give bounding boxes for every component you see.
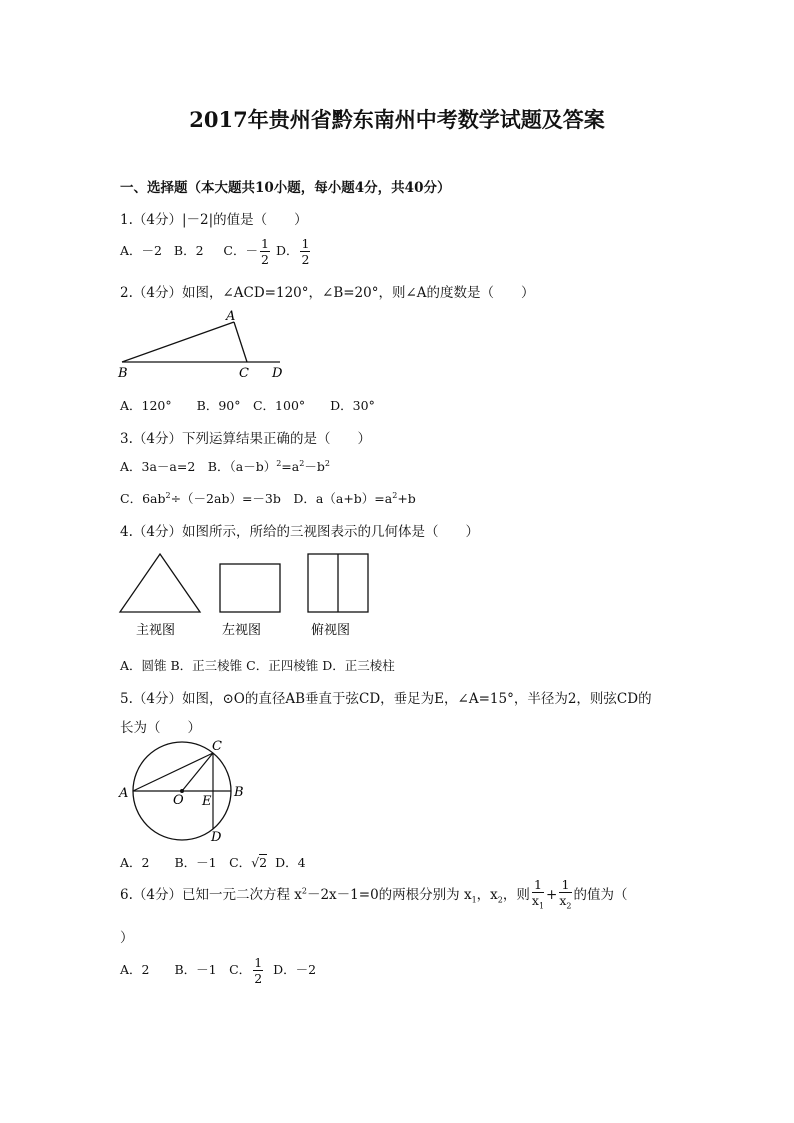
question-4-options: A．圆锥 B．正三棱锥 C．正四棱锥 D．正三棱柱 bbox=[120, 658, 395, 673]
question-3-options-ab: A．3a－a=2 B．$(a-b)^2=a^2-b^2$ bbox=[120, 458, 330, 474]
option-d-label: D． bbox=[275, 243, 299, 258]
option-b: B．2 bbox=[173, 243, 204, 258]
fraction-one-half: $\frac{1}{2}$ bbox=[301, 236, 310, 267]
question-2-stem: 2.（4分）如图，∠ACD=120°，∠B=20°，则∠A的度数是（ ） bbox=[120, 285, 535, 301]
page-title: 2017年贵州省黔东南州中考数学试题及答案 bbox=[189, 107, 605, 132]
label-d: D bbox=[211, 830, 222, 845]
fraction-1-over-x1: $\frac{1}{x_1}$ bbox=[531, 877, 545, 911]
label-d: D bbox=[272, 366, 283, 381]
question-3-stem: 3.（4分）下列运算结果正确的是（ ） bbox=[120, 431, 371, 447]
question-4-stem: 4.（4分）如图所示，所给的三视图表示的几何体是（ ） bbox=[120, 524, 479, 540]
caption-side-view: 左视图 bbox=[222, 623, 262, 638]
front-view-triangle bbox=[120, 554, 200, 612]
label-e: E bbox=[202, 794, 212, 809]
question-6-stem: 6.（4分）已知一元二次方程 $x^2-2x-1=0$的两根分别为 $x_1$，$x_2$，则 $\frac{1}{x_1}$ + $\frac{1}{x_2}$ 的值为（ bbox=[120, 877, 628, 914]
label-o: O bbox=[173, 793, 184, 808]
option-a: A．－2 bbox=[120, 243, 162, 258]
label-a: A bbox=[119, 786, 129, 801]
question-2-options: A．120° B．90° C．100° D．30° bbox=[120, 398, 375, 413]
three-views-figure bbox=[112, 548, 382, 643]
question-5-options: A．2 B．－1 C．√2 D．4 bbox=[120, 855, 306, 870]
caption-top-view: 俯视图 bbox=[311, 623, 351, 638]
section-heading: 一、选择题（本大题共10小题，每小题4分，共40分） bbox=[120, 180, 451, 196]
question-5-stem-line-2: 长为（ ） bbox=[120, 720, 201, 736]
label-c: C bbox=[239, 366, 249, 381]
line-ac bbox=[234, 322, 247, 362]
line-ba bbox=[122, 322, 234, 362]
label-c: C bbox=[212, 739, 222, 754]
segment-oc bbox=[182, 753, 213, 791]
question-6-stem-close: ） bbox=[120, 930, 134, 946]
fraction-one-half: $\frac{1}{2}$ bbox=[261, 236, 269, 267]
question-3-options-cd: C．$6ab^2\div(-2ab)=-3b$ D．$a(a+b)=a^2+b$ bbox=[120, 490, 416, 506]
question-5-stem-line-1: 5.（4分）如图，⊙O的直径AB垂直于弦CD，垂足为E，∠A=15°，半径为2，则弦CD的 bbox=[120, 691, 652, 707]
fraction-1-over-x2: $\frac{1}{x_2}$ bbox=[559, 877, 572, 911]
label-b: B bbox=[118, 366, 128, 381]
label-a: A bbox=[226, 309, 236, 324]
fraction-one-half: $\frac{1}{2}$ bbox=[254, 955, 263, 986]
question-1-options bbox=[120, 236, 312, 267]
caption-front-view: 主视图 bbox=[136, 623, 176, 638]
label-b: B bbox=[234, 785, 244, 800]
option-c-label: C．－ bbox=[223, 243, 258, 258]
sqrt-symbol: √ bbox=[251, 855, 260, 870]
triangle-figure bbox=[110, 305, 310, 385]
question-6-options: A．2 B．－1 C． $\frac{1}{2}$ D．－2 bbox=[120, 955, 317, 986]
side-view-rectangle bbox=[220, 564, 280, 612]
question-1-stem: 1.（4分）|－2|的值是（ ） bbox=[120, 212, 308, 228]
circle-figure bbox=[112, 735, 262, 845]
